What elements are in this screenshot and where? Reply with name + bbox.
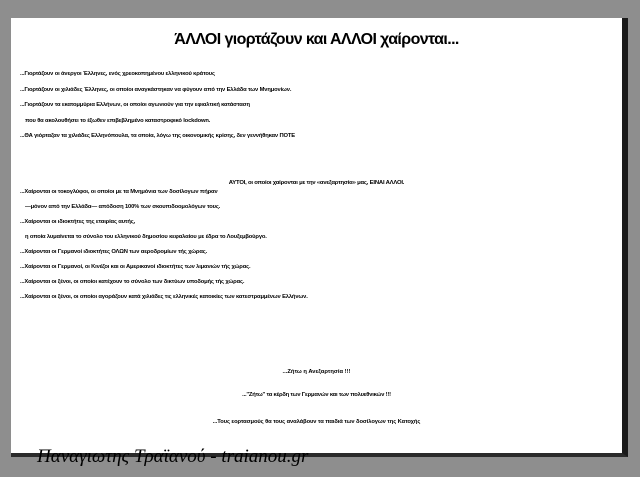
poster-paper bbox=[11, 18, 628, 467]
middle-slogan: ΑΥΤΟΙ, οι οποίοι χαίρονται με την «ανεξαρτησία» μας, ΕΙΝΑΙ ΑΛΛΟΙ. bbox=[228, 180, 405, 186]
closing-slogan-celebrations: ...Τους εορτασμούς θα τους αναλάβουν τα παιδιά των δοσίλογων της Κατοχής bbox=[212, 419, 421, 425]
intro-line: ...Γιορτάζουν οι χιλιάδες Έλληνες, οι οποίοι αναγκάστηκαν να φύγουν από την Ελλάδα των Μνημονίων. bbox=[20, 86, 292, 93]
headline: ΆΛΛΟΙ γιορτάζουν και ΑΛΛΟΙ χαίρονται... bbox=[174, 31, 459, 48]
closing-slogan-profits: ..."Ζήτω" τα κέρδη των Γερμανών και των πολυεθνικών !!! bbox=[242, 392, 391, 398]
list-item: —μόνον από την Ελλάδα— απόδοση 100% των σκουπιδοομολόγων τους. bbox=[25, 204, 221, 210]
list-item: η οποία λυμαίνεται το σύνολο του ελληνικού δημοσίου κεφαλαίου με έδρα το Λουξεμβούργο. bbox=[25, 234, 267, 240]
list-item: ...Χαίρονται οι Γερμανοί ιδιοκτήτες ΟΛΩΝ των αεροδρομίων τής χώρας. bbox=[20, 249, 208, 255]
intro-list bbox=[11, 67, 622, 145]
list-item: ...Χαίρονται οι ξένοι, οι οποίοι αγοράζουν κατά χιλιάδες τις ελληνικές κατοικίες των κατεστραμμένων Ελλήνων. bbox=[20, 294, 308, 300]
list-item: ...Χαίρονται οι ιδιοκτήτες της εταιρίας αυτής, bbox=[20, 219, 136, 225]
list-item: ...Χαίρονται οι Γερμανοί, οι Κινέζοι και οι Αμερικανοί ιδιοκτήτες των λιμανιών τής χώρας. bbox=[20, 264, 251, 270]
author-signature: Παναγιωτης Τραϊανού - traianou.gr bbox=[37, 446, 309, 467]
intro-line: ...ΘΑ γιόρταζαν τα χιλιάδες Ελληνόπουλα, τα οποία, λόγω της οικονομικής κρίσης, δεν γεννήθηκαν ΠΟΤΕ bbox=[20, 133, 295, 139]
list-item: ...Χαίρονται οι ξένοι, οι οποίοι κατέχουν το σύνολο των δικτύων υποδομής τής χώρας. bbox=[20, 279, 245, 285]
beneficiaries-list bbox=[11, 185, 622, 305]
intro-line: που θα ακολουθήσει το έξωθεν επιβεβλημένο καταστροφικό lockdown. bbox=[25, 117, 211, 124]
closing-slogan-independence: ...Ζήτω η Ανεξαρτησία !!! bbox=[282, 369, 351, 375]
list-item: ...Χαίρονται οι τοκογλύφοι, οι οποίοι με τα Μνημόνια των δοσίλογων πήραν bbox=[20, 189, 218, 195]
intro-line: ...Γιορτάζουν οι άνεργοι Έλληνες, ενός χρεοκοπημένου ελληνικού κράτους bbox=[20, 71, 215, 77]
intro-line: ...Γιορτάζουν τα εκατομμύρια Ελλήνων, οι οποίοι αγωνιούν για την εφιαλτική κατάσταση bbox=[20, 102, 250, 108]
